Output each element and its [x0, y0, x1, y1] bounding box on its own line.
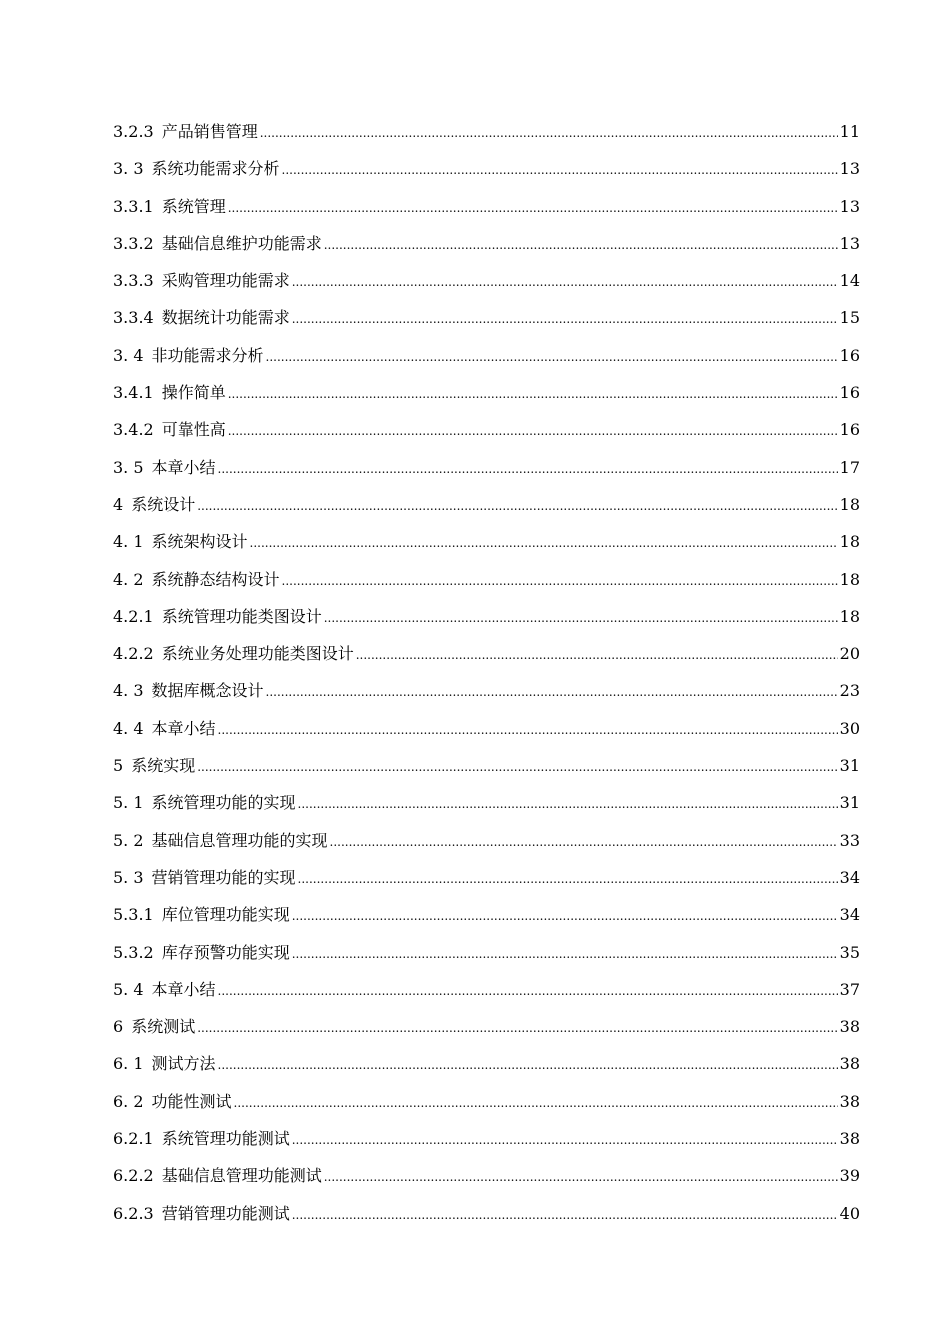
toc-entry-leader-dots	[197, 491, 837, 521]
toc-entry-number: 5. 4	[113, 979, 144, 999]
toc-entry-leader-dots	[282, 155, 838, 185]
toc-entry-leader-dots	[197, 752, 837, 782]
toc-entry[interactable]	[113, 117, 860, 154]
toc-entry-title: 测试方法	[151, 1054, 216, 1074]
toc-entry[interactable]	[113, 378, 860, 415]
toc-entry-page-number: 39	[839, 1166, 860, 1186]
toc-entry-page-number: 34	[839, 867, 860, 887]
toc-entry-page-number: 11	[839, 122, 860, 141]
toc-entry-number: 3.3.2	[113, 233, 154, 253]
toc-entry[interactable]	[113, 1049, 860, 1086]
toc-entry[interactable]	[113, 676, 860, 713]
toc-entry-number: 4	[113, 494, 124, 514]
toc-entry[interactable]	[113, 938, 860, 975]
toc-entry-page-number: 23	[839, 681, 860, 701]
toc-entry-leader-dots	[330, 827, 838, 857]
toc-entry-page-number: 30	[839, 718, 860, 738]
toc-entry-leader-dots	[260, 118, 838, 148]
toc-entry-number: 5.3.2	[113, 942, 154, 962]
toc-entry-title: 营销管理功能测试	[161, 1203, 290, 1223]
toc-entry[interactable]	[113, 229, 860, 266]
toc-entry-page-number: 15	[839, 308, 860, 328]
toc-entry-page-number: 13	[839, 159, 860, 179]
toc-entry-number: 5.3.1	[113, 905, 154, 925]
toc-entry-number: 5. 1	[113, 793, 144, 813]
toc-entry-page-number: 37	[839, 979, 860, 999]
toc-entry[interactable]	[113, 788, 860, 825]
toc-entry-title: 可靠性高	[161, 420, 226, 440]
toc-entry-leader-dots	[292, 901, 838, 931]
toc-entry-page-number: 13	[839, 196, 860, 216]
toc-entry-leader-dots	[292, 1200, 838, 1230]
toc-entry-leader-dots	[197, 1013, 837, 1043]
toc-entry-title: 本章小结	[151, 718, 216, 738]
toc-entry-number: 3.2.3	[113, 122, 154, 141]
toc-entry[interactable]	[113, 1161, 860, 1198]
toc-entry-number: 3.3.1	[113, 196, 154, 216]
toc-entry-number: 5	[113, 756, 124, 776]
toc-entry[interactable]	[113, 900, 860, 937]
toc-entry-title: 非功能需求分析	[151, 345, 264, 365]
toc-entry[interactable]	[113, 490, 860, 527]
toc-entry-leader-dots	[218, 454, 838, 484]
toc-entry-page-number: 20	[839, 644, 860, 664]
toc-entry-page-number: 31	[839, 756, 860, 776]
toc-entry[interactable]	[113, 266, 860, 303]
toc-entry-page-number: 34	[839, 905, 860, 925]
toc-entry-number: 5. 2	[113, 830, 144, 850]
toc-entry-number: 3. 4	[113, 345, 144, 365]
toc-entry[interactable]	[113, 826, 860, 863]
toc-entry[interactable]	[113, 975, 860, 1012]
toc-entry-leader-dots	[234, 1088, 838, 1118]
toc-entry-title: 系统静态结构设计	[151, 569, 280, 589]
toc-entry[interactable]	[113, 1199, 860, 1236]
toc-entry-title: 产品销售管理	[161, 122, 258, 141]
toc-entry-leader-dots	[228, 193, 838, 223]
toc-entry-number: 3.4.2	[113, 420, 154, 440]
toc-entry-number: 3.3.4	[113, 308, 154, 328]
toc-entry[interactable]	[113, 1012, 860, 1049]
toc-entry[interactable]	[113, 453, 860, 490]
toc-entry[interactable]	[113, 863, 860, 900]
toc-entry-title: 操作简单	[161, 383, 226, 403]
toc-entry-leader-dots	[298, 789, 838, 819]
toc-entry-page-number: 13	[839, 233, 860, 253]
toc-entry-number: 4. 1	[113, 532, 144, 552]
toc-entry[interactable]	[113, 602, 860, 639]
toc-entry-number: 3. 5	[113, 457, 144, 477]
toc-entry-title: 系统实现	[131, 756, 196, 776]
toc-entry[interactable]	[113, 714, 860, 751]
toc-entry-leader-dots	[266, 342, 838, 372]
toc-entry-number: 6.2.3	[113, 1203, 154, 1223]
toc-entry-leader-dots	[218, 976, 838, 1006]
toc-entry-page-number: 18	[839, 532, 860, 552]
toc-entry-title: 系统设计	[131, 494, 196, 514]
toc-entry-title: 本章小结	[151, 979, 216, 999]
toc-entry-leader-dots	[228, 379, 838, 409]
toc-entry-number: 3.3.3	[113, 271, 154, 291]
toc-entry-leader-dots	[228, 416, 838, 446]
toc-entry-leader-dots	[292, 1125, 838, 1155]
toc-entry[interactable]	[113, 303, 860, 340]
toc-entry-title: 数据库概念设计	[151, 681, 264, 701]
toc-entry-number: 4.2.1	[113, 606, 154, 626]
toc-entry-title: 系统管理功能的实现	[151, 793, 296, 813]
toc-entry-title: 库位管理功能实现	[161, 905, 290, 925]
toc-entry-title: 本章小结	[151, 457, 216, 477]
toc-entry-leader-dots	[282, 566, 838, 596]
toc-entry-title: 库存预警功能实现	[161, 942, 290, 962]
toc-entry-title: 功能性测试	[151, 1091, 232, 1111]
toc-entry[interactable]	[113, 154, 860, 191]
toc-entry-page-number: 14	[839, 271, 860, 291]
toc-entry-page-number: 35	[839, 942, 860, 962]
toc-entry-page-number: 31	[839, 793, 860, 813]
toc-entry-title: 基础信息管理功能测试	[161, 1166, 322, 1186]
toc-entry-number: 6. 1	[113, 1054, 144, 1074]
toc-entry-title: 营销管理功能的实现	[151, 867, 296, 887]
toc-entry-leader-dots	[324, 603, 838, 633]
toc-entry-leader-dots	[218, 715, 838, 745]
toc-entry-leader-dots	[292, 304, 838, 334]
toc-entry-title: 基础信息管理功能的实现	[151, 830, 328, 850]
toc-entry-number: 4. 2	[113, 569, 144, 589]
toc-entry-number: 4. 3	[113, 681, 144, 701]
toc-entry-page-number: 18	[839, 569, 860, 589]
toc-entry-title: 系统管理功能测试	[161, 1129, 290, 1149]
toc-entry-page-number: 17	[839, 457, 860, 477]
toc-entry-title: 数据统计功能需求	[161, 308, 290, 328]
toc-entry-page-number: 38	[839, 1091, 860, 1111]
toc-entry[interactable]	[113, 751, 860, 788]
toc-entry[interactable]	[113, 639, 860, 676]
toc-entry[interactable]	[113, 1087, 860, 1124]
toc-entry-page-number: 16	[839, 383, 860, 403]
toc-entry-title: 系统架构设计	[151, 532, 248, 552]
toc-entry-title: 采购管理功能需求	[161, 271, 290, 291]
toc-entry-page-number: 38	[839, 1054, 860, 1074]
toc-entry-number: 6. 2	[113, 1091, 144, 1111]
toc-entry-page-number: 33	[839, 830, 860, 850]
toc-entry-leader-dots	[298, 864, 838, 894]
toc-entry-title: 系统管理	[161, 196, 226, 216]
toc-entry[interactable]	[113, 565, 860, 602]
table-of-contents	[113, 117, 860, 1236]
toc-entry-page-number: 16	[839, 345, 860, 365]
toc-entry-number: 4. 4	[113, 718, 144, 738]
toc-entry-leader-dots	[356, 640, 838, 670]
toc-entry-leader-dots	[266, 677, 838, 707]
toc-entry-number: 6.2.2	[113, 1166, 154, 1186]
toc-entry[interactable]	[113, 192, 860, 229]
toc-entry-leader-dots	[292, 939, 838, 969]
toc-entry-page-number: 38	[839, 1017, 860, 1037]
toc-entry-leader-dots	[218, 1050, 838, 1080]
toc-entry-leader-dots	[292, 267, 838, 297]
toc-entry-page-number: 18	[839, 606, 860, 626]
toc-entry-page-number: 40	[839, 1203, 860, 1223]
toc-entry-number: 6.2.1	[113, 1129, 154, 1149]
toc-entry-number: 6	[113, 1017, 124, 1037]
toc-entry[interactable]	[113, 341, 860, 378]
toc-entry[interactable]	[113, 527, 860, 564]
toc-entry-leader-dots	[324, 1162, 838, 1192]
toc-entry[interactable]	[113, 1124, 860, 1161]
toc-entry-leader-dots	[324, 230, 838, 260]
toc-entry[interactable]	[113, 415, 860, 452]
toc-entry-number: 5. 3	[113, 867, 144, 887]
toc-entry-page-number: 18	[839, 494, 860, 514]
toc-entry-title: 系统业务处理功能类图设计	[161, 644, 354, 664]
toc-entry-leader-dots	[250, 528, 838, 558]
toc-entry-title: 基础信息维护功能需求	[161, 233, 322, 253]
toc-entry-title: 系统功能需求分析	[151, 159, 280, 179]
toc-entry-page-number: 38	[839, 1129, 860, 1149]
toc-entry-number: 4.2.2	[113, 644, 154, 664]
toc-entry-number: 3. 3	[113, 159, 144, 179]
toc-entry-title: 系统测试	[131, 1017, 196, 1037]
toc-entry-page-number: 16	[839, 420, 860, 440]
toc-entry-title: 系统管理功能类图设计	[161, 606, 322, 626]
toc-entry-number: 3.4.1	[113, 383, 154, 403]
